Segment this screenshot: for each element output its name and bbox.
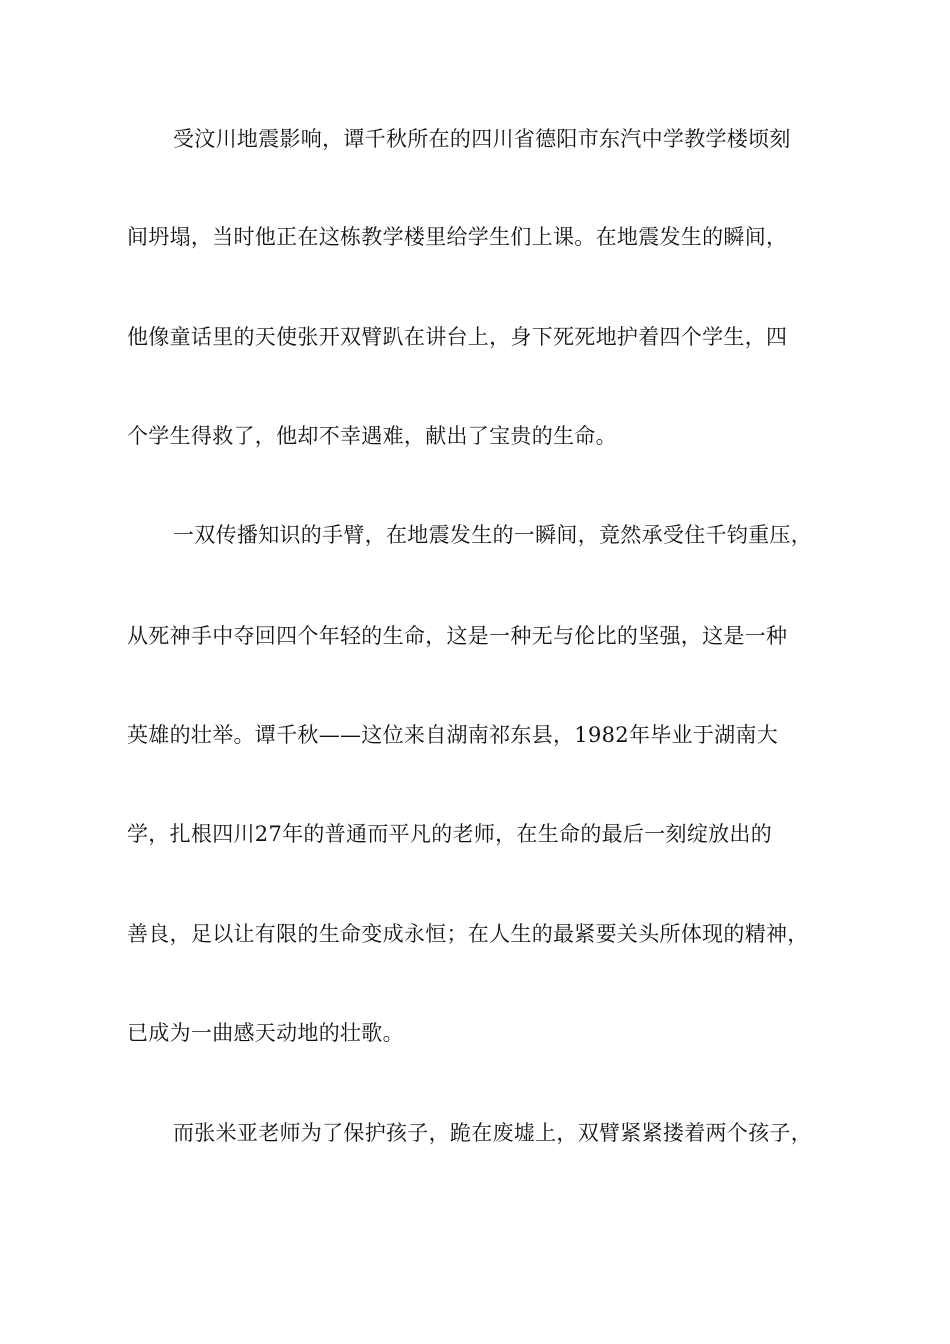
paragraph-2-line-2: 从死神手中夺回四个年轻的生命，这是一种无与伦比的坚强，这是一种	[127, 624, 788, 648]
paragraph-2-line-3: 英雄的壮举。谭千秋——这位来自湖南祁东县，1982年毕业于湖南大	[127, 723, 779, 747]
paragraph-2-line-1: 一双传播知识的手臂，在地震发生的一瞬间，竟然承受住千钧重压，	[173, 523, 812, 547]
paragraph-1-line-4: 个学生得救了，他却不幸遇难，献出了宝贵的生命。	[127, 424, 617, 448]
paragraph-3-line-1: 而张米亚老师为了保护孩子，跪在废墟上，双臂紧紧搂着两个孩子，	[173, 1121, 812, 1145]
paragraph-2-line-4: 学，扎根四川27年的普通而平凡的老师，在生命的最后一刻绽放出的	[127, 822, 773, 846]
paragraph-1-line-1: 受汶川地震影响，谭千秋所在的四川省德阳市东汽中学教学楼顷刻	[173, 127, 791, 151]
paragraph-1-line-2: 间坍塌，当时他正在这栋教学楼里给学生们上课。在地震发生的瞬间，	[127, 225, 788, 249]
paragraph-2-line-6: 已成为一曲感天动地的壮歌。	[127, 1021, 404, 1045]
paragraph-2-line-5: 善良，足以让有限的生命变成永恒；在人生的最紧要关头所体现的精神，	[127, 922, 809, 946]
paragraph-1-line-3: 他像童话里的天使张开双臂趴在讲台上，身下死死地护着四个学生，四	[127, 325, 788, 349]
